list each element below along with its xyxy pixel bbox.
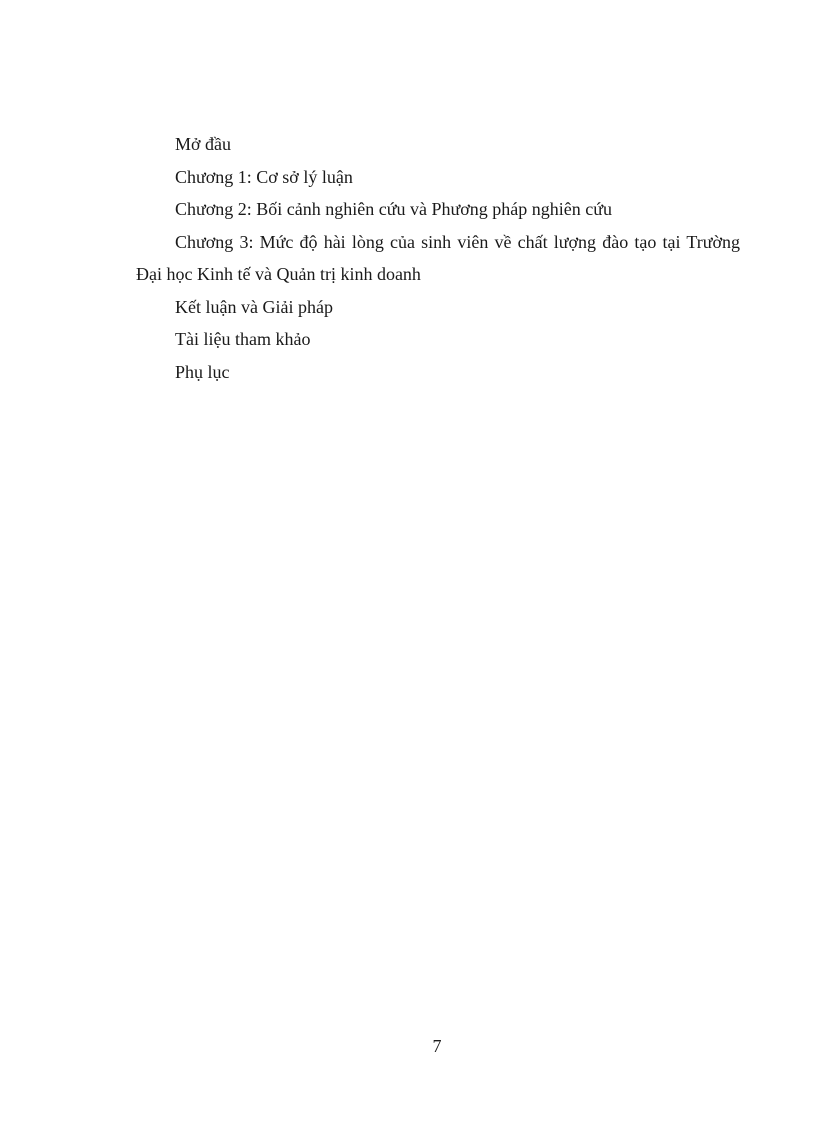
list-item-chapter-2: Chương 2: Bối cảnh nghiên cứu và Phương pháp nghiên cứu (175, 199, 613, 219)
list-item-conclusion: Kết luận và Giải pháp (175, 296, 333, 317)
list-item-intro: Mở đầu (175, 134, 232, 154)
thesis-structure-list (136, 128, 740, 388)
list-item-references: Tài liệu tham khảo (175, 329, 311, 349)
page-number: 7 (432, 1036, 442, 1056)
list-item-chapter-1: Chương 1: Cơ sở lý luận (175, 166, 353, 187)
list-item-chapter-3: Chương 3: Mức độ hài lòng của sinh viên về chất lượng đào tạo tại Trường Đại học Kinh tế và Quản trị kinh doanh (136, 231, 740, 284)
list-item-appendix: Phụ lục (175, 361, 230, 382)
